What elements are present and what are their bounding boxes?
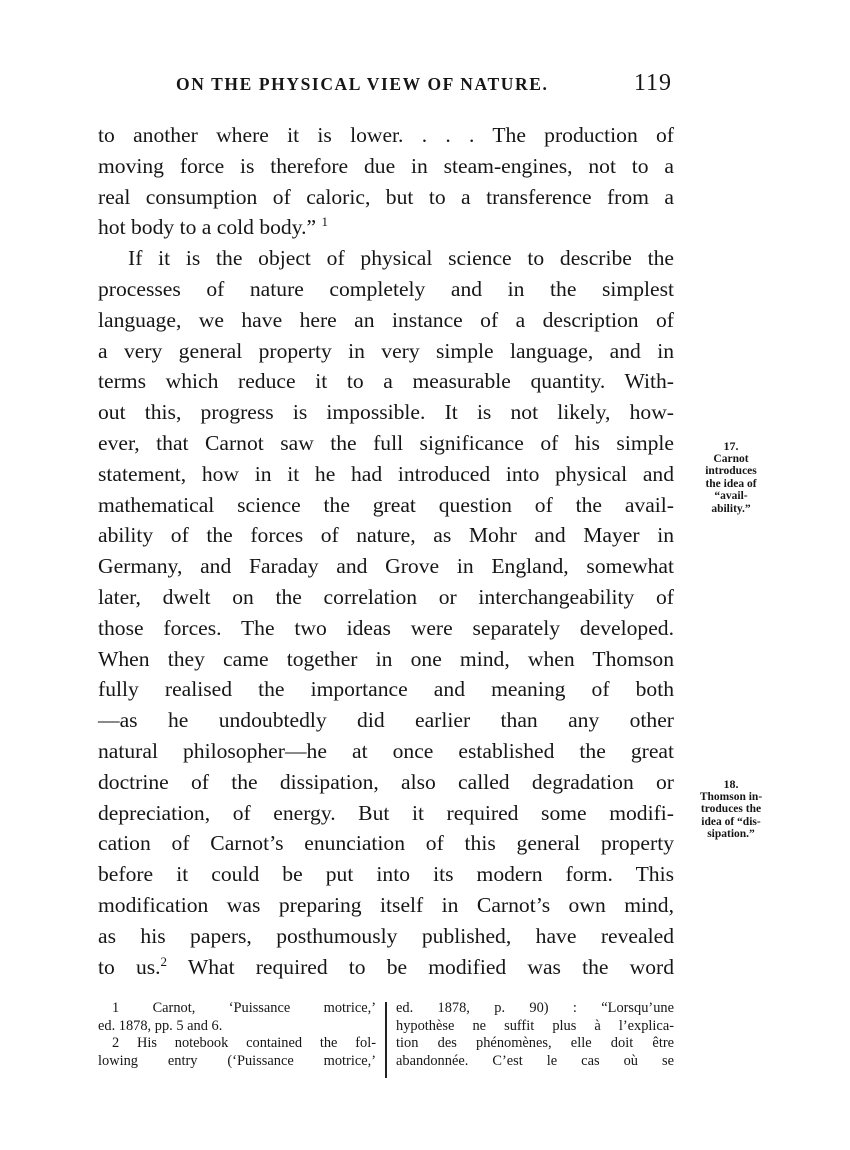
running-head (98, 72, 674, 100)
footnote-column-divider (385, 1002, 387, 1078)
text-line: doctrine of the dissipation, also called degradation or (98, 769, 674, 794)
margin-note-17 (686, 440, 776, 515)
text-line: to another where it is lower. . . . The production of (98, 123, 674, 147)
text-line: a very general property in very simple language, and in (98, 338, 674, 363)
text-line: those forces. The two ideas were separately developed. (98, 615, 674, 640)
margin-note-line: “avail- (714, 490, 748, 502)
body-text (98, 120, 674, 982)
text-line: ability of the forces of nature, as Mohr and Mayer in (98, 523, 674, 548)
margin-note-line: introduces (705, 465, 757, 477)
text-line: ever, that Carnot saw the full significance of his simple (98, 430, 674, 455)
text-line: statement, how in it he had introduced into physical and (98, 461, 674, 486)
margin-note-line: idea of “dis- (701, 815, 761, 828)
text-line: as his papers, posthumously published, have revealed (98, 923, 674, 948)
text-line: depreciation, of energy. But it required some modifi- (98, 800, 674, 825)
margin-note-number: 18. (723, 777, 739, 791)
footnote-line: ed. 1878, p. 90) : “Lorsqu’une (396, 1000, 674, 1016)
footnote-line: abandonnée. C’est le cas où se (396, 1052, 674, 1069)
footnote-line: ed. 1878, pp. 5 and 6. (98, 1017, 223, 1034)
margin-note-line: troduces the (700, 803, 762, 815)
footnotes (98, 1000, 674, 1078)
margin-note-line: sipation.” (707, 828, 755, 840)
footnotes-left-column (98, 1000, 376, 1070)
footnote-line: 2 His notebook contained the fol- (112, 1035, 376, 1051)
margin-note-18 (686, 778, 776, 841)
text-line: When they came together in one mind, when Thomson (98, 646, 674, 671)
text-line: natural philosopher—he at once established the great (98, 738, 674, 763)
margin-note-line: the idea of (705, 477, 757, 490)
margin-note-line: Thomson in- (699, 790, 763, 803)
text-line: moving force is therefore due in steam-engines, not to a (98, 153, 674, 178)
margin-note-line: ability.” (711, 502, 751, 515)
footnote-line: lowing entry (‘Puissance motrice,’ (98, 1052, 376, 1069)
text-line: to us.$^2$ What required to be modified was the word (98, 953, 674, 979)
text-line: mathematical science the great question of the avail- (98, 492, 674, 517)
text-line: fully realised the importance and meaning of both (98, 677, 674, 702)
footnote-line: hypothèse ne suffit plus à l’explica- (396, 1017, 674, 1034)
margin-note-line: Carnot (713, 452, 749, 465)
margin-note-number: 17. (723, 439, 739, 453)
footnotes-right-column (396, 1000, 674, 1070)
page-number: 119 (633, 70, 672, 96)
text-line: hot body to a cold body.” $^1$ (98, 214, 329, 240)
text-line: cation of Carnot’s enunciation of this general property (98, 831, 674, 856)
footnote-ref: 1 (321, 214, 329, 230)
text-line: —as he undoubtedly did earlier than any other (98, 708, 674, 733)
running-title: ON THE PHYSICAL VIEW OF NATURE. (176, 74, 549, 94)
text-line: processes of nature completely and in the simplest (98, 276, 674, 301)
paragraph-first-line: If it is the object of physical science to describe the (128, 246, 674, 271)
text-line: out this, progress is impossible. It is not likely, how- (98, 400, 674, 425)
footnote-line: tion des phénomènes, elle doit être (396, 1035, 674, 1051)
footnote-line: 1 Carnot, ‘Puissance motrice,’ (112, 1000, 376, 1016)
text-line: language, we have here an instance of a description of (98, 307, 674, 332)
text-line: later, dwelt on the correlation or interchangeability of (98, 584, 674, 609)
text-line: Germany, and Faraday and Grove in England, somewhat (98, 554, 674, 579)
text-line: modification was preparing itself in Carnot’s own mind, (98, 892, 674, 917)
text-line: terms which reduce it to a measurable quantity. With- (98, 369, 674, 394)
footnote-ref: 2 (160, 953, 168, 969)
text-line: before it could be put into its modern form. This (98, 862, 674, 887)
text-line: real consumption of caloric, but to a transference from a (98, 184, 674, 209)
